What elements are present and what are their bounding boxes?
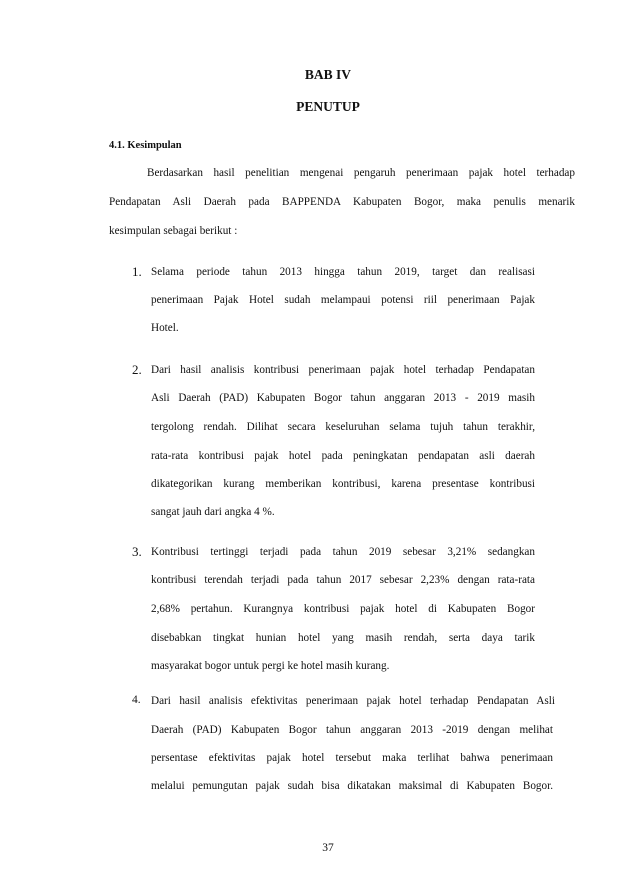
list-item-1-line-1: Selama periode tahun 2013 hingga tahun 2019, target dan realisasi <box>151 266 535 278</box>
list-item-number: 2. <box>132 362 142 377</box>
list-item-4-line-4: melalui pemungutan pajak sudah bisa dikatakan maksimal di Kabupaten Bogor. <box>151 780 553 792</box>
intro-line-3: kesimpulan sebagai berikut : <box>109 225 238 237</box>
chapter-subtitle: PENUTUP <box>296 99 360 114</box>
list-item-3-line-2: kontribusi terendah terjadi pada tahun 2017 sebesar 2,23% dengan rata-rata <box>151 574 535 586</box>
page-number: 37 <box>322 842 334 854</box>
list-item-3-line-1: Kontribusi tertinggi terjadi pada tahun 2019 sebesar 3,21% sedangkan <box>151 546 535 558</box>
list-item-number: 1. <box>132 264 142 279</box>
list-item-number: 4. <box>132 694 141 706</box>
list-item-1-line-2: penerimaan Pajak Hotel sudah melampaui potensi riil penerimaan Pajak <box>151 294 535 306</box>
list-item-4-line-3: persentase efektivitas pajak hotel tersebut maka terlihat bahwa penerimaan <box>151 752 553 764</box>
list-item-2-line-3: tergolong rendah. Dilihat secara keseluruhan selama tujuh tahun terakhir, <box>151 421 535 433</box>
list-item-2-line-6: sangat jauh dari angka 4 %. <box>151 506 275 518</box>
list-item-2-line-4: rata-rata kontribusi pajak hotel pada peningkatan pendapatan asli daerah <box>151 450 535 462</box>
list-item-2-line-1: Dari hasil analisis kontribusi penerimaan pajak hotel terhadap Pendapatan <box>151 364 535 376</box>
list-item-4-line-2: Daerah (PAD) Kabupaten Bogor tahun anggaran 2013 -2019 dengan melihat <box>151 724 553 736</box>
list-item-4-line-1: Dari hasil analisis efektivitas penerimaan pajak hotel terhadap Pendapatan Asli <box>151 695 555 707</box>
list-item-3-line-4: disebabkan tingkat hunian hotel yang masih rendah, serta daya tarik <box>151 632 535 644</box>
intro-line-1: Berdasarkan hasil penelitian mengenai pengaruh penerimaan pajak hotel terhadap <box>147 167 575 179</box>
list-item-2-line-5: dikategorikan kurang memberikan kontribusi, karena presentase kontribusi <box>151 478 535 490</box>
section-heading: 4.1. Kesimpulan <box>109 140 182 151</box>
list-item-number: 3. <box>132 544 142 559</box>
list-item-2-line-2: Asli Daerah (PAD) Kabupaten Bogor tahun anggaran 2013 - 2019 masih <box>151 392 535 404</box>
intro-line-2: Pendapatan Asli Daerah pada BAPPENDA Kabupaten Bogor, maka penulis menarik <box>109 196 575 208</box>
list-item-3-line-3: 2,68% pertahun. Kurangnya kontribusi pajak hotel di Kabupaten Bogor <box>151 603 535 615</box>
list-item-3-line-5: masyarakat bogor untuk pergi ke hotel masih kurang. <box>151 660 390 672</box>
list-item-1-line-3: Hotel. <box>151 322 179 334</box>
chapter-title: BAB IV <box>304 67 352 82</box>
